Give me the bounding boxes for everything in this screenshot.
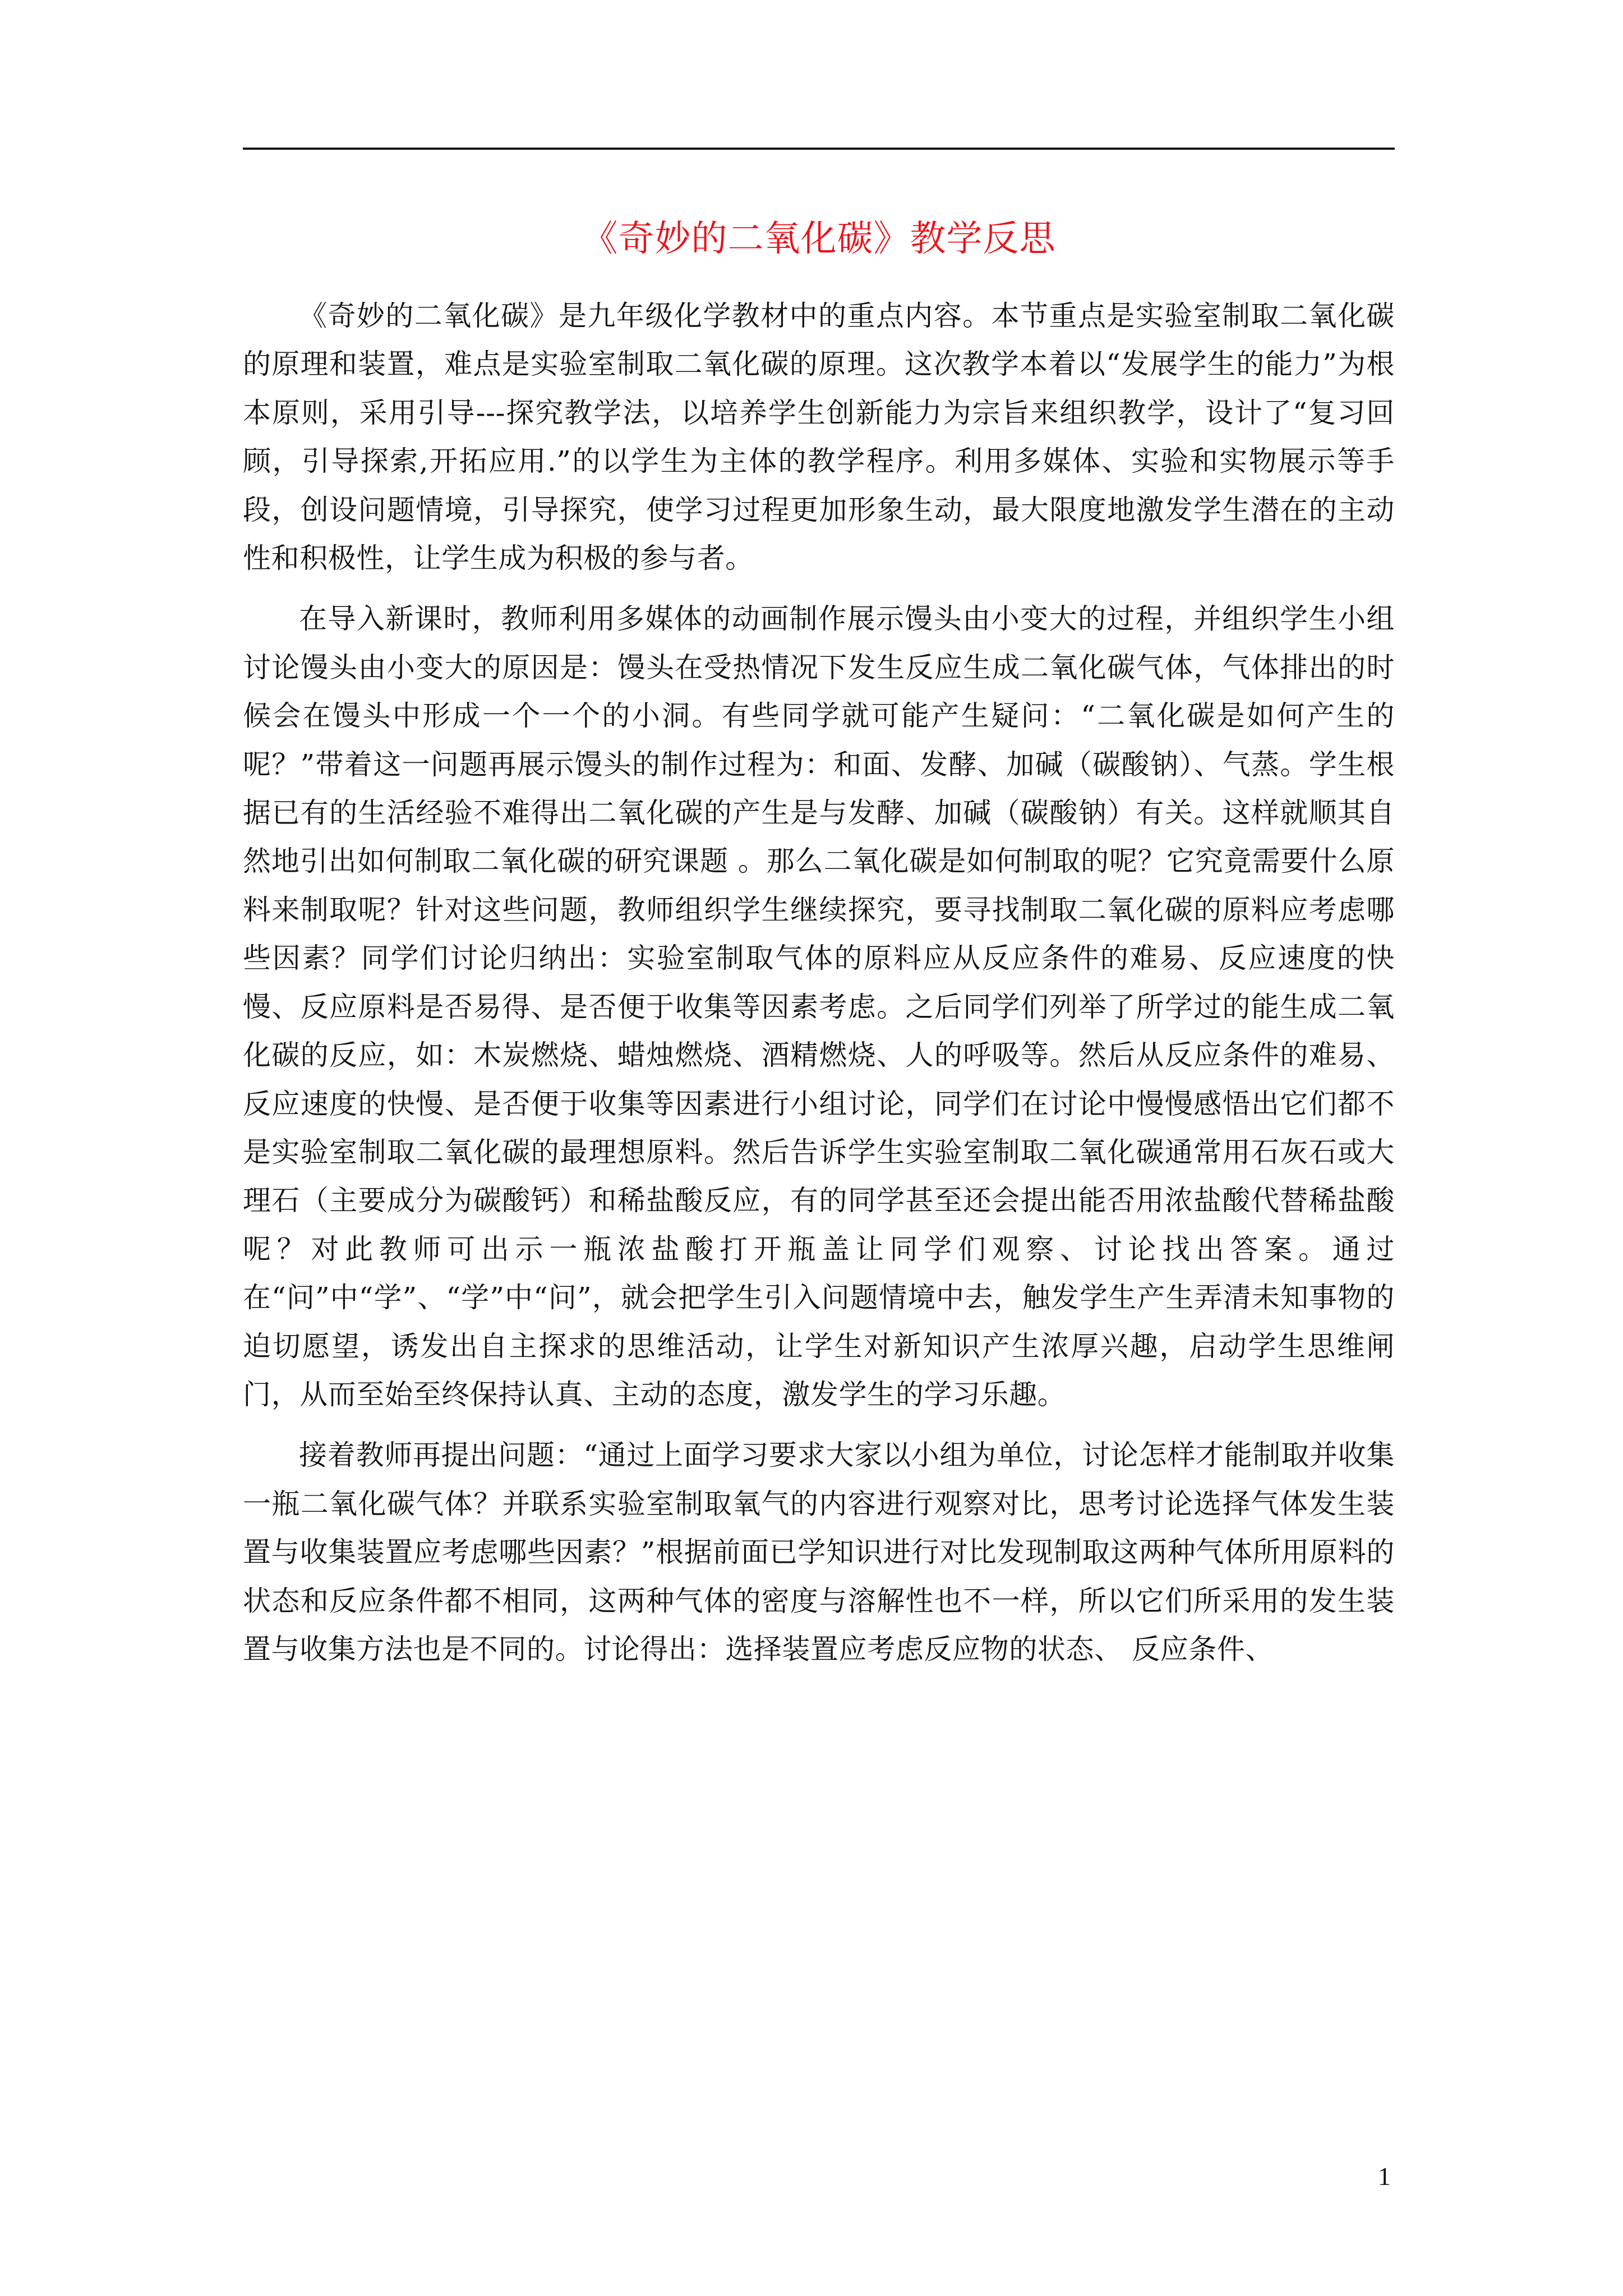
paragraph-lesson-introduction: 在导入新课时，教师利用多媒体的动画制作展示馒头由小变大的过程，并组织学生小组讨论馒头由小变大的原因是：馒头在受热情况下发生反应生成二氧化碳气体，气体排出的时候会在馒头中形成一个一个的小洞。有些同学就可能产生疑问：“二氧化碳是如何产生的呢？”带着这一问题再展示馒头的制作过程为：和面、发酵、加碱（碳酸钠）、气蒸。学生根据已有的生活经验不难得出二氧化碳的产生是与发酵、加碱（碳酸钠）有关。这样就顺其自然地引出如何制取二氧化碳的研究课题 。那么二氧化碳是如何制取的呢？它究竟需要什么原料来制取呢？针对这些问题，教师组织学生继续探究，要寻找制取二氧化碳的原料应考虑哪些因素？同学们讨论归纳出：实验室制取气体的原料应从反应条件的难易、反应速度的快慢、反应原料是否易得、是否便于收集等因素考虑。之后同学们列举了所学过的能生成二氧化碳的反应，如：木炭燃烧、蜡烛燃烧、酒精燃烧、人的呼吸等。然后从反应条件的难易、反应速度的快慢、是否便于收集等因素进行小组讨论，同学们在讨论中慢慢感悟出它们都不是实验室制取二氧化碳的最理想原料。然后告诉学生实验室制取二氧化碳通常用石灰石或大理石（主要成分为碳酸钙）和稀盐酸反应，有的同学甚至还会提出能否用浓盐酸代替稀盐酸呢？对此教师可出示一瓶浓盐酸打开瓶盖让同学们观察、讨论找出答案。通过在“问”中“学”、“学”中“问”，就会把学生引入问题情境中去，触发学生产生弄清未知事物的迫切愿望，诱发出自主探求的思维活动，让学生对新知识产生浓厚兴趣，启动学生思维闸门，从而至始至终保持认真、主动的态度，激发学生的学习乐趣。 [243, 602, 1395, 1411]
document-body [243, 292, 1395, 1686]
page-number: 1 [1378, 2162, 1391, 2191]
document-title: 《奇妙的二氧化碳》教学反思 [582, 218, 1056, 260]
paragraph-intro: 《奇妙的二氧化碳》是九年级化学教材中的重点内容。本节重点是实验室制取二氧化碳的原理和装置，难点是实验室制取二氧化碳的原理。这次教学本着以“发展学生的能力”为根本原则，采用引导---探究教学法，以培养学生创新能力为宗旨来组织教学，设计了“复习回顾，引导探索,开拓应用.”的以学生为主体的教学程序。利用多媒体、实验和实物展示等手段，创设问题情境，引导探究，使学习过程更加形象生动，最大限度地激发学生潜在的主动性和积极性，让学生成为积极的参与者。 [243, 300, 1395, 575]
header-rule [243, 148, 1395, 150]
paragraph-group-discussion: 接着教师再提出问题：“通过上面学习要求大家以小组为单位，讨论怎样才能制取并收集一瓶二氧化碳气体？并联系实验室制取氧气的内容进行观察对比，思考讨论选择气体发生装置与收集装置应考虑哪些因素？”根据前面已学知识进行对比发现制取这两种气体所用原料的状态和反应条件都不相同，这两种气体的密度与溶解性也不一样，所以它们所采用的发生装置与收集方法也是不同的。讨论得出：选择装置应考虑反应物的状态、 反应条件、 [243, 1439, 1395, 1665]
